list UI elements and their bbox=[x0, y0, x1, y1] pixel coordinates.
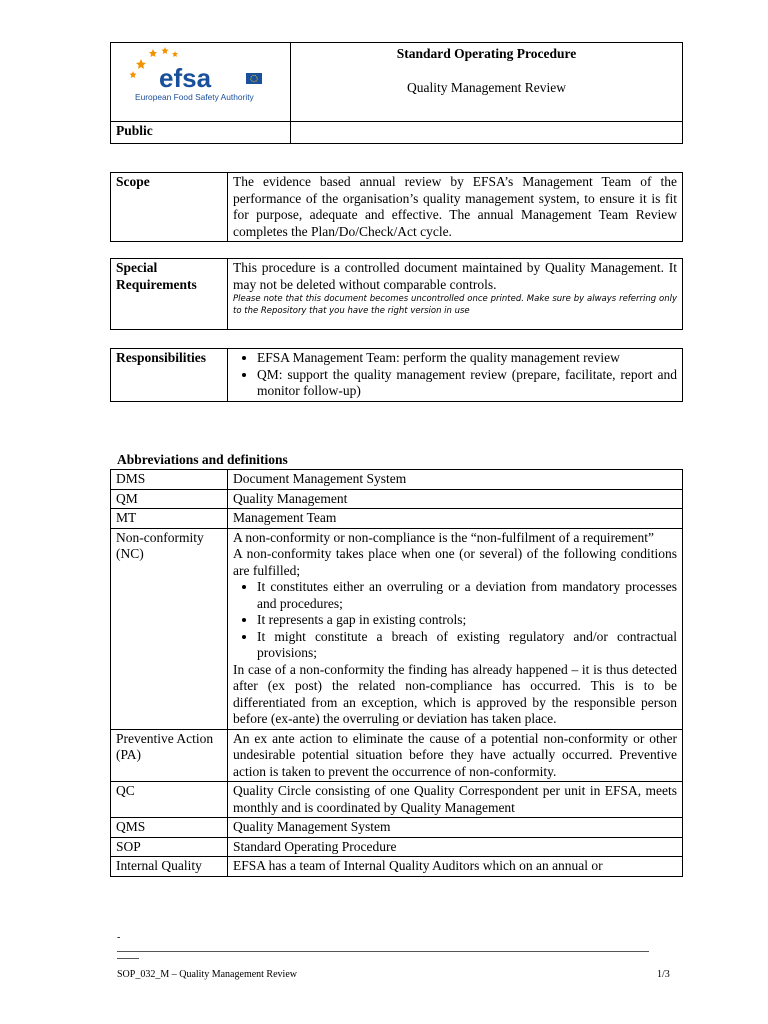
list-item: • QM: support the quality management review (prepare, facilitate, report and monitor follow-up) bbox=[257, 367, 677, 400]
definition-cell: EFSA has a team of Internal Quality Auditors which on an annual or bbox=[228, 857, 683, 877]
term-cell: Preventive Action (PA) bbox=[111, 729, 228, 782]
nc-paragraph-3: In case of a non-conformity the finding has already happened – it is thus detected after (ex post) the related non-compliance has occurred. This is to be differentiated from an exception, which is approved by the responsible person before (ex-ante) the overruling or deviation has taken place. bbox=[233, 661, 677, 726]
table-row bbox=[111, 837, 683, 857]
list-item: • It might constitute a breach of existing regulatory and/or contractual provisions; bbox=[257, 629, 677, 662]
definition-cell: Quality Management bbox=[228, 489, 683, 509]
list-item: • EFSA Management Team: perform the quality management review bbox=[257, 350, 677, 367]
eu-flag-icon bbox=[246, 73, 262, 84]
logo-text: efsa bbox=[159, 63, 212, 93]
scope-table bbox=[110, 172, 683, 242]
abbreviations-title: Abbreviations and definitions bbox=[117, 452, 288, 467]
footer-divider bbox=[117, 951, 649, 952]
definition-cell: Quality Circle consisting of one Quality Correspondent per unit in EFSA, meets monthly and is coordinated by Quality Management bbox=[228, 782, 683, 818]
footnote-dash: - bbox=[117, 932, 121, 943]
term-cell: QMS bbox=[111, 818, 228, 838]
term-cell: QM bbox=[111, 489, 228, 509]
footer-doc-ref: SOP_032_M – Quality Management Review bbox=[117, 969, 297, 980]
definition-cell: Management Team bbox=[228, 509, 683, 529]
table-row bbox=[111, 489, 683, 509]
list-item: • It represents a gap in existing controls; bbox=[257, 612, 677, 629]
special-requirements-table bbox=[110, 258, 683, 330]
definition-cell: An ex ante action to eliminate the cause of a potential non-conformity or other undesirable potential situation before they have actually occurred. Preventive action is taken to prevent the occurrence of non-conformity. bbox=[228, 729, 683, 782]
table-row bbox=[111, 509, 683, 529]
term-cell: DMS bbox=[111, 470, 228, 490]
scope-text: The evidence based annual review by EFSA’s Management Team of the performance of the organisation’s quality management system, to ensure it is fit for purpose, adequate and effective. The annual Management Team Review completes the Plan/Do/Check/Act cycle. bbox=[228, 173, 683, 242]
responsibilities-list bbox=[233, 350, 677, 400]
term-cell: SOP bbox=[111, 837, 228, 857]
special-note: Please note that this document becomes uncontrolled once printed. Make sure by always referring only to the Repository that you have the right version in use bbox=[233, 294, 677, 316]
page-title: Standard Operating Procedure bbox=[396, 46, 577, 61]
table-row bbox=[111, 818, 683, 838]
header-title-cell bbox=[291, 43, 683, 122]
definition-cell bbox=[228, 528, 683, 729]
nc-paragraph-1: A non-conformity or non-compliance is the “non-fulfilment of a requirement” bbox=[233, 529, 654, 545]
responsibilities-cell bbox=[228, 349, 683, 402]
table-row bbox=[111, 782, 683, 818]
footer-page-number: 1/3 bbox=[657, 969, 670, 980]
responsibilities-label: Responsibilities bbox=[111, 349, 228, 402]
empty-cell bbox=[291, 122, 683, 144]
scope-label: Scope bbox=[111, 173, 228, 242]
special-text: This procedure is a controlled document maintained by Quality Management. It may not be deleted without comparable controls. bbox=[233, 260, 677, 292]
special-label: Special Requirements bbox=[111, 259, 228, 330]
term-cell: QC bbox=[111, 782, 228, 818]
nc-conditions-list bbox=[233, 579, 677, 662]
term-cell: Internal Quality bbox=[111, 857, 228, 877]
responsibilities-table bbox=[110, 348, 683, 402]
classification-cell: Public bbox=[111, 122, 291, 144]
logo-cell bbox=[111, 43, 291, 122]
abbreviations-table bbox=[110, 469, 683, 877]
logo-subtitle: European Food Safety Authority bbox=[135, 92, 254, 102]
table-row bbox=[111, 857, 683, 877]
list-item: • It constitutes either an overruling or a deviation from mandatory processes and procedures; bbox=[257, 579, 677, 612]
term-cell: MT bbox=[111, 509, 228, 529]
nc-paragraph-2: A non-conformity takes place when one (or several) of the following conditions are fulfilled; bbox=[233, 546, 677, 578]
table-row bbox=[111, 528, 683, 729]
table-row bbox=[111, 729, 683, 782]
page-subtitle: Quality Management Review bbox=[407, 79, 566, 95]
term-cell: Non-conformity (NC) bbox=[111, 528, 228, 729]
efsa-logo bbox=[119, 43, 289, 121]
definition-cell: Document Management System bbox=[228, 470, 683, 490]
definition-cell: Quality Management System bbox=[228, 818, 683, 838]
definition-cell: Standard Operating Procedure bbox=[228, 837, 683, 857]
footer-divider-short bbox=[117, 958, 139, 959]
special-cell bbox=[228, 259, 683, 330]
header-table bbox=[110, 42, 683, 144]
table-row bbox=[111, 470, 683, 490]
